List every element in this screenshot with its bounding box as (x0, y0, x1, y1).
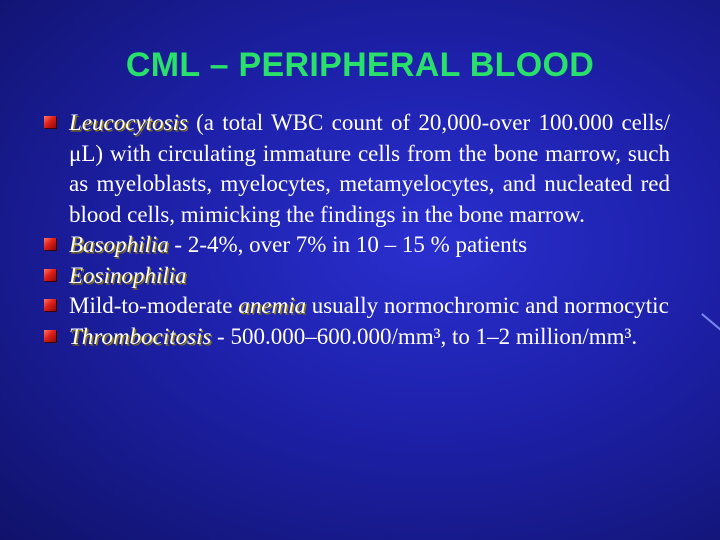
bullet-text (69, 291, 670, 322)
bullet-body: (a total WBC count of 20,000-over 100.000 cells/μL) with circulating immature cells from the bone marrow, such as myeloblasts, myelocytes, metamyelocytes, and nucleated red blood cells, mimicking the findings in the bone marrow. (69, 110, 670, 227)
bullet-body: - 2-4%, over 7% in 10 – 15 % patients (168, 232, 528, 257)
keyword-basophilia: Basophilia (69, 232, 169, 257)
bullet-text (69, 322, 670, 353)
red-square-bullet-icon (44, 116, 56, 128)
bullet-list (44, 108, 670, 352)
slide-title: CML – PERIPHERAL BLOOD (125, 46, 595, 84)
bullet-item-basophilia (44, 230, 670, 261)
bullet-item-anemia (44, 291, 670, 322)
keyword-eosinophilia: Eosinophilia (69, 262, 187, 288)
bullet-item-thrombocitosis (44, 322, 670, 353)
bullet-body: - 500.000–600.000/mm³, to 1–2 million/mm³. (211, 323, 638, 349)
bullet-body: usually normochromic and normocytic (305, 293, 669, 318)
red-square-bullet-icon (44, 330, 56, 342)
bullet-text (69, 261, 670, 292)
bullet-item-eosinophilia (44, 261, 670, 292)
keyword-anemia: anemia (238, 293, 306, 318)
bullet-item-leucocytosis (44, 108, 670, 230)
keyword-leucocytosis: Leucocytosis (69, 110, 188, 135)
decorative-line (702, 313, 720, 332)
red-square-bullet-icon (44, 238, 56, 250)
red-square-bullet-icon (44, 299, 56, 311)
bullet-text (69, 108, 670, 230)
red-square-bullet-icon (44, 269, 56, 281)
keyword-thrombocitosis: Thrombocitosis (69, 323, 212, 349)
bullet-prefix: Mild-to-moderate (69, 293, 239, 318)
bullet-text (69, 230, 670, 261)
